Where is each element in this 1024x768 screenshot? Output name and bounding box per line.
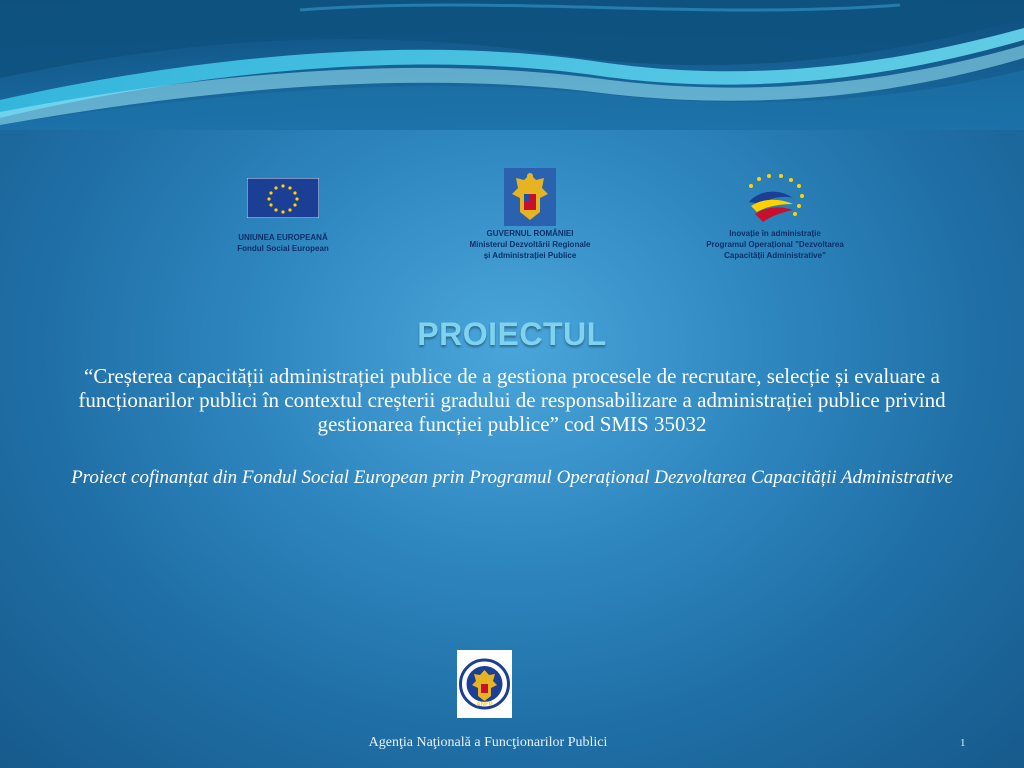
footer-agency: Agenţia Naţională a Funcţionarilor Publici (368, 735, 608, 750)
eu-logo-block (218, 178, 348, 254)
slide-title: PROIECTUL (417, 316, 607, 352)
gov-caption-line2: Ministerul Dezvoltării Regionale (469, 240, 591, 249)
eu-caption-line1: UNIUNEA EUROPEANĂ (238, 233, 328, 242)
inovatie-caption-line3: Capacității Administrative" (724, 251, 826, 260)
anfp-logo (457, 650, 512, 718)
inovatie-emblem-icon (739, 172, 811, 226)
inovatie-logo-block (680, 172, 870, 261)
eu-caption-line2: Fondul Social European (237, 244, 329, 253)
government-logo-block (440, 168, 620, 261)
anfp-seal-text: ANFP (476, 702, 493, 708)
inovatie-caption-line2: Programul Operațional "Dezvoltarea (706, 240, 844, 249)
page-number: 1 (960, 737, 966, 749)
project-name-text: “Creșterea capacității administrației publice de a gestiona procesele de recrutare, selecție și evaluare a funcționarilor publici în contextul creșterii gradului de responsabilizare a administrației publice privind gestionarea funcției publice” cod SMIS 35032 (78, 364, 946, 436)
decorative-waves (0, 0, 1024, 130)
inovatie-caption-line1: Inovație în administrație (729, 229, 821, 238)
gov-caption-line1: GUVERNUL ROMÂNIEI (486, 229, 574, 238)
anfp-seal-icon (457, 650, 512, 718)
cofinancing-text: Proiect cofinanțat din Fondul Social European prin Programul Operațional Dezvoltarea Capacității Administrative (71, 467, 953, 488)
eu-flag-icon (247, 178, 319, 218)
romanian-coat-of-arms-icon (504, 168, 556, 226)
gov-caption-line3: și Administrației Publice (483, 251, 577, 260)
